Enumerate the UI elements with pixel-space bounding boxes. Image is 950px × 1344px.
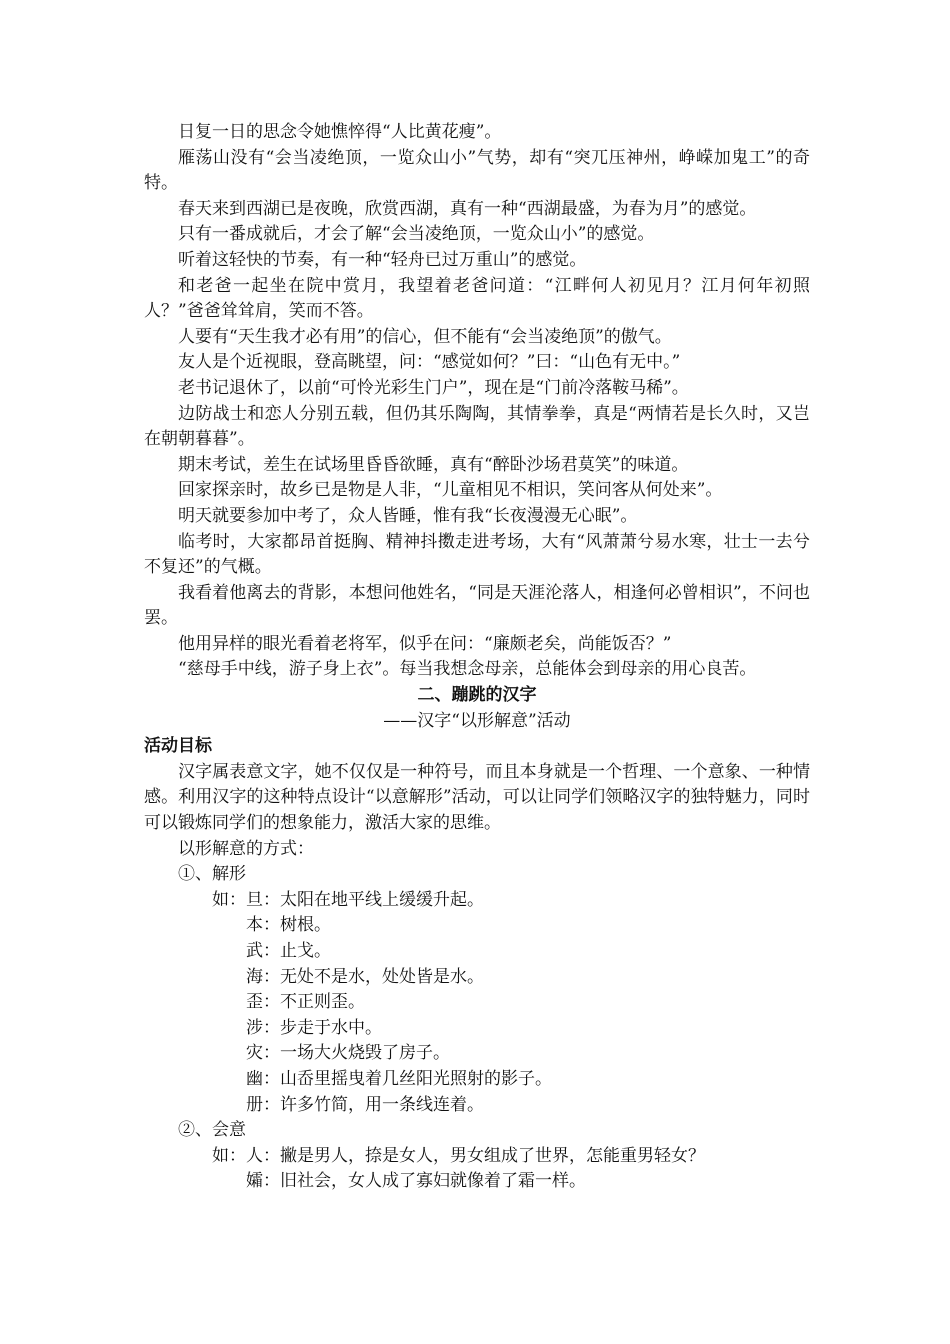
goal-paragraph: 汉字属表意文字，她不仅仅是一种符号，而且本身就是一个哲理、一个意象、一种情感。利用汉字的这种特点设计“以意解形”活动，可以让同学们领略汉字的独特魅力，同时可以锻炼同学们的想象能力，激活大家的思维。 <box>144 761 810 834</box>
idiom-paragraph: 听着这轻快的节奏，有一种“轻舟已过万重山”的感觉。 <box>178 249 587 270</box>
example-line: 如：人：撇是男人，捺是女人，男女组成了世界，怎能重男轻女？ <box>212 1145 705 1166</box>
idiom-paragraph: 日复一日的思念令她憔悴得“人比黄花瘦”。 <box>178 122 502 142</box>
idiom-paragraph: 人要有“天生我才必有用”的信心，但不能有“会当凌绝顶”的傲气。 <box>178 326 672 347</box>
idiom-paragraph: 明天就要参加中考了，众人皆睡，惟有我“长夜漫漫无心眠”。 <box>178 505 638 526</box>
idiom-paragraph: 回家探亲时，故乡已是物是人非，“儿童相见不相识，笑问客从何处来”。 <box>178 480 723 501</box>
idiom-paragraph: 边防战士和恋人分别五载，但仍其乐陶陶，其情拳拳，真是“两情若是长久时，又岂在朝朝暮暮”。 <box>144 403 810 450</box>
idiom-paragraph: 我看着他离去的背影，本想问他姓名，“同是天涯沦落人，相逢何必曾相识”，不问也罢。 <box>144 582 810 629</box>
example-line: 武：止戈。 <box>246 941 331 961</box>
idiom-paragraph: 只有一番成就后，才会了解“会当凌绝顶，一览众山小”的感觉。 <box>178 224 655 245</box>
example-line: 册：许多竹简，用一条线连着。 <box>246 1094 484 1115</box>
section-title: 二、蹦跳的汉字 <box>417 685 537 706</box>
idiom-paragraph: 临考时，大家都昂首挺胸、精神抖擞走进考场，大有“风萧萧兮易水寒，壮士一去兮不复还”的气概。 <box>144 531 810 578</box>
idiom-paragraph: 和老爸一起坐在院中赏月，我望着老爸问道：“江畔何人初见月？江月何年初照人？”爸爸耸耸肩，笑而不答。 <box>144 275 810 322</box>
example-line: 歪：不正则歪。 <box>246 992 365 1013</box>
methods-intro: 以形解意的方式： <box>178 838 314 859</box>
method-label: ②、会意 <box>178 1120 246 1141</box>
example-line: 灾：一场大火烧毁了房子。 <box>246 1043 450 1064</box>
method-label: ①、解形 <box>178 864 246 885</box>
idiom-paragraph: 老书记退休了，以前“可怜光彩生门户”，现在是“门前冷落鞍马稀”。 <box>178 377 689 398</box>
example-line: 幽：山岙里摇曳着几丝阳光照射的影子。 <box>246 1068 552 1089</box>
goal-heading: 活动目标 <box>144 736 212 757</box>
example-line: 涉：步走于水中。 <box>246 1017 382 1038</box>
example-line: 本：树根。 <box>246 915 331 936</box>
idiom-paragraph: 他用异样的眼光看着老将军，似乎在问：“廉颇老矣，尚能饭否？” <box>178 633 672 654</box>
example-line: 孀：旧社会，女人成了寡妇就像着了霜一样。 <box>246 1171 586 1192</box>
example-line: 如：旦：太阳在地平线上缓缓升起。 <box>212 889 484 910</box>
section-subtitle: ——汉字“以形解意”活动 <box>383 710 571 731</box>
document-body <box>144 120 810 1195</box>
idiom-paragraph: 友人是个近视眼，登高眺望，问：“感觉如何？”曰：“山色有无中。” <box>178 352 681 373</box>
idiom-paragraph: “慈母手中线，游子身上衣”。每当我想念母亲，总能体会到母亲的用心良苦。 <box>178 659 757 680</box>
idiom-paragraph: 期末考试，差生在试场里昏昏欲睡，真有“醉卧沙场君莫笑”的味道。 <box>178 454 689 475</box>
example-line: 海：无处不是水，处处皆是水。 <box>246 966 484 987</box>
idiom-paragraph: 春天来到西湖已是夜晚，欣赏西湖，真有一种“西湖最盛，为春为月”的感觉。 <box>178 198 757 219</box>
idiom-paragraph: 雁荡山没有“会当凌绝顶，一览众山小”气势，却有“突兀压神州，峥嵘加鬼工”的奇特。 <box>144 147 810 194</box>
